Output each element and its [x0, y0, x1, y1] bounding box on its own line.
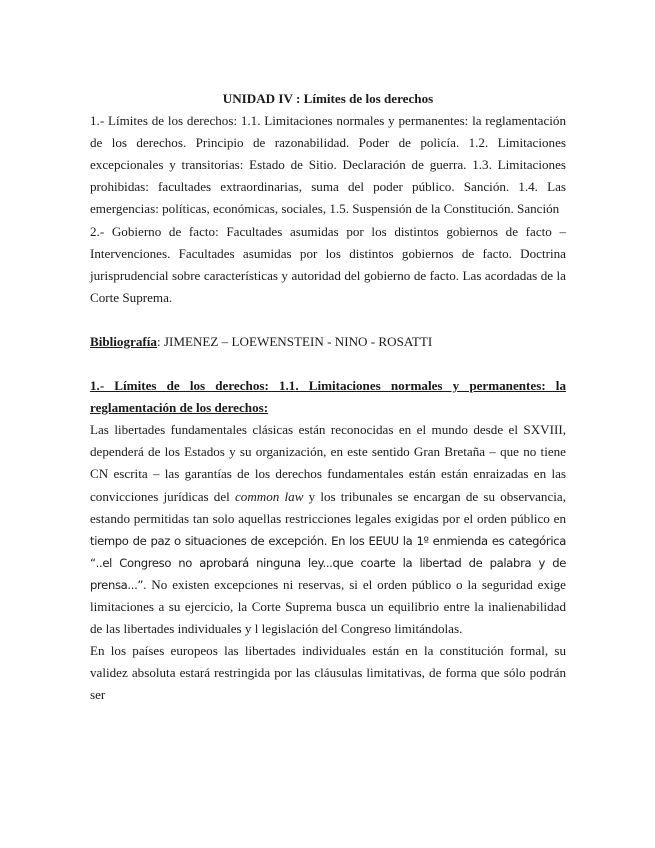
paragraph-text: Las libertades fundamentales clásicas están reconocidas en el mundo desde el SXVIII, dependerá de los Estados y su organización, en este sentido Gran Bretaña – que no tiene CN escrita – las garantías de los derechos fundamentales están están enraizadas en las convicciones jurídicas del	[90, 422, 566, 504]
first-amendment-quote: tiempo de paz o situaciones de excepción. En los EEUU la 1º enmienda es categórica “..el Congreso no aprobará ninguna ley...que coarte la libertad de palabra y de prensa...”.	[90, 533, 566, 592]
paragraph-text: y los tribunales se encargan de su observancia, estando permitidas tan solo aquellas restricciones legales exigidas por el orden público en	[90, 488, 567, 526]
syllabus-item-2: 2.- Gobierno de facto: Facultades asumidas por los distintos gobiernos de facto – Intervenciones. Facultades asumidas por los distintos gobiernos de facto. Doctrina jurisprudencial sobre características y autoridad del gobierno de facto. Las acordadas de la Corte Suprema.	[90, 223, 566, 305]
section-heading: 1.- Límites de los derechos: 1.1. Limitaciones normales y permanentes: la reglamentación de los derechos:	[90, 378, 566, 416]
bibliography-label: Bibliografía	[90, 333, 157, 349]
syllabus-item-1: 1.- Límites de los derechos: 1.1. Limitaciones normales y permanentes: la reglamentación de los derechos. Principio de razonabilidad. Poder de policía. 1.2. Limitaciones excepcionales y transitorias: Estado de Sitio. Declaración de guerra. 1.3. Limitaciones prohibidas: facultades extraordinarias, suma del poder público. Sanción. 1.4. Las emergencias: políticas, económicas, sociales, 1.5. Suspensión de la Constitución. Sanción	[90, 113, 566, 217]
spacer	[90, 353, 566, 375]
spacer	[90, 309, 566, 331]
paragraph-common-law	[90, 419, 566, 640]
bibliography-separator: :	[156, 333, 164, 349]
unit-title: UNIDAD IV : Límites de los derechos	[222, 91, 434, 106]
paragraph-european: En los países europeos las libertades individuales están en la constitución formal, su validez absoluta estará restringida por las cláusulas limitativas, de forma que sólo podrán ser	[90, 643, 566, 703]
italic-term: common law	[234, 488, 304, 504]
document-page	[90, 88, 566, 706]
bibliography-authors: JIMENEZ – LOEWENSTEIN - NINO - ROSATTI	[163, 333, 433, 349]
paragraph-text: No existen excepciones ni reservas, si el orden público o la seguridad exige limitaciones a su ejercicio, la Corte Suprema busca un equilibrio entre la inalienabilidad de las libertades individuales y l legislación del Congreso limitándolas.	[90, 576, 566, 637]
bibliography-line	[90, 331, 566, 353]
